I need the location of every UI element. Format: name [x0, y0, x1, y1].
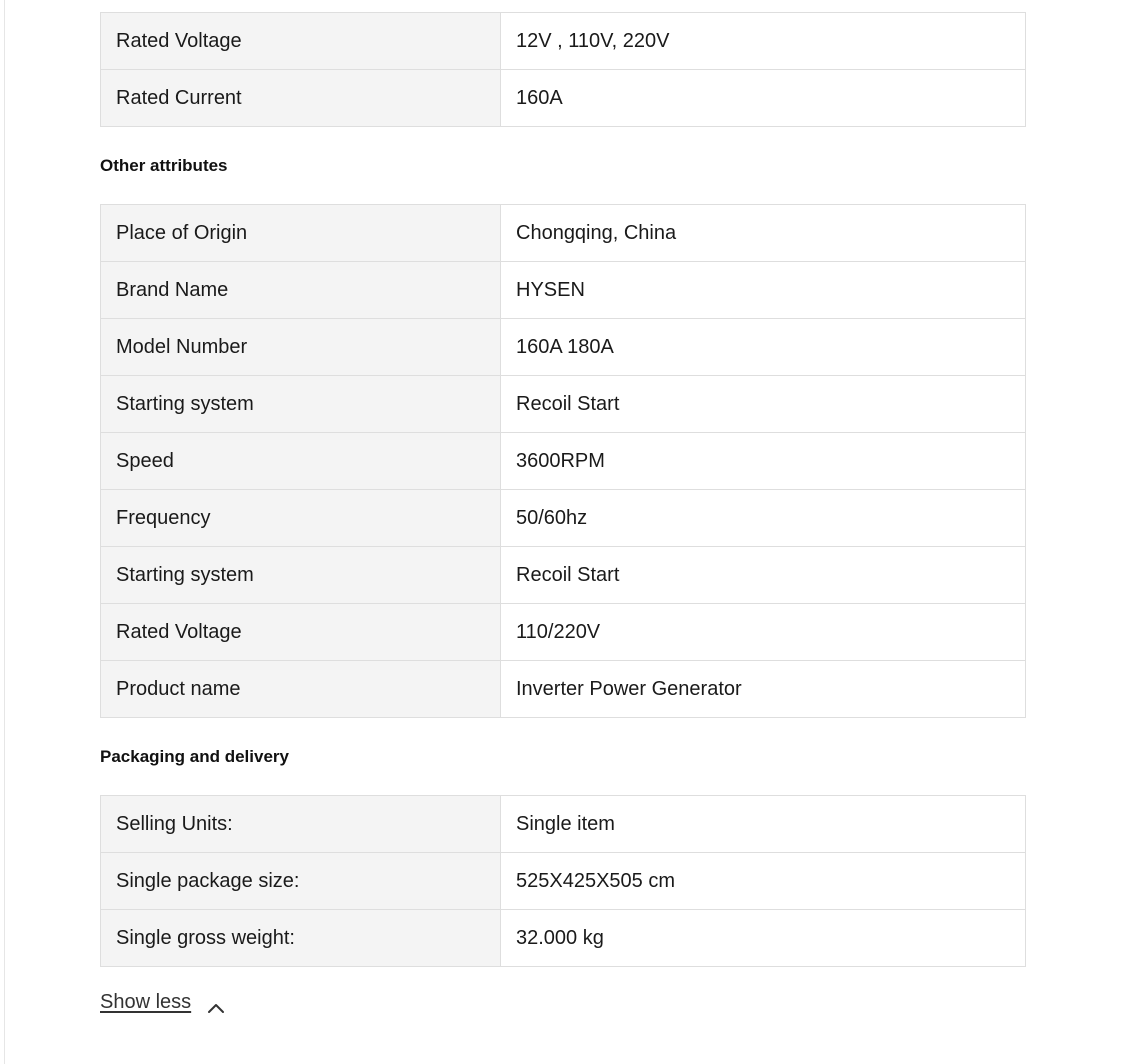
attribute-label: Product name: [101, 661, 501, 718]
table-row: [101, 796, 1026, 853]
show-less-label[interactable]: Show less: [100, 991, 192, 1013]
attribute-value: Single item: [501, 796, 1026, 853]
table-row: [101, 262, 1026, 319]
table-row: [101, 661, 1026, 718]
attribute-label: Rated Voltage: [101, 13, 501, 70]
attribute-label: Frequency: [101, 490, 501, 547]
attribute-label: Brand Name: [101, 262, 501, 319]
table-row: [101, 604, 1026, 661]
attributes-content: [100, 12, 1026, 1014]
attribute-value: Inverter Power Generator: [501, 661, 1026, 718]
attribute-value: 3600RPM: [501, 433, 1026, 490]
attribute-value: 50/60hz: [501, 490, 1026, 547]
other-attributes-table: [100, 204, 1026, 718]
attribute-label: Rated Voltage: [101, 604, 501, 661]
attribute-label: Speed: [101, 433, 501, 490]
attribute-value: 32.000 kg: [501, 910, 1026, 967]
table-row: [101, 70, 1026, 127]
section-title-packaging-and-delivery: Packaging and delivery: [100, 747, 289, 766]
attribute-value: 525X425X505 cm: [501, 853, 1026, 910]
attribute-value: Chongqing, China: [501, 205, 1026, 262]
table-row: [101, 910, 1026, 967]
attribute-label: Starting system: [101, 376, 501, 433]
chevron-up-icon[interactable]: [207, 997, 225, 1009]
attribute-label: Rated Current: [101, 70, 501, 127]
divider: [4, 0, 5, 1064]
packaging-table: [100, 795, 1026, 967]
table-row: [101, 853, 1026, 910]
table-row: [101, 547, 1026, 604]
attribute-label: Selling Units:: [101, 796, 501, 853]
attribute-value: 160A: [501, 70, 1026, 127]
attribute-label: Single gross weight:: [101, 910, 501, 967]
attribute-value: 160A 180A: [501, 319, 1026, 376]
show-less-button[interactable]: [100, 991, 225, 1014]
attribute-value: 110/220V: [501, 604, 1026, 661]
attribute-value: HYSEN: [501, 262, 1026, 319]
attribute-label: Place of Origin: [101, 205, 501, 262]
table-row: [101, 490, 1026, 547]
attribute-label: Starting system: [101, 547, 501, 604]
table-row: [101, 376, 1026, 433]
attribute-label: Single package size:: [101, 853, 501, 910]
table-row: [101, 433, 1026, 490]
table-row: [101, 13, 1026, 70]
section-title-other-attributes: Other attributes: [100, 156, 228, 175]
attribute-value: Recoil Start: [501, 547, 1026, 604]
key-attributes-table: [100, 12, 1026, 127]
attribute-label: Model Number: [101, 319, 501, 376]
attribute-value: Recoil Start: [501, 376, 1026, 433]
table-row: [101, 205, 1026, 262]
table-row: [101, 319, 1026, 376]
attribute-value: 12V , 110V, 220V: [501, 13, 1026, 70]
